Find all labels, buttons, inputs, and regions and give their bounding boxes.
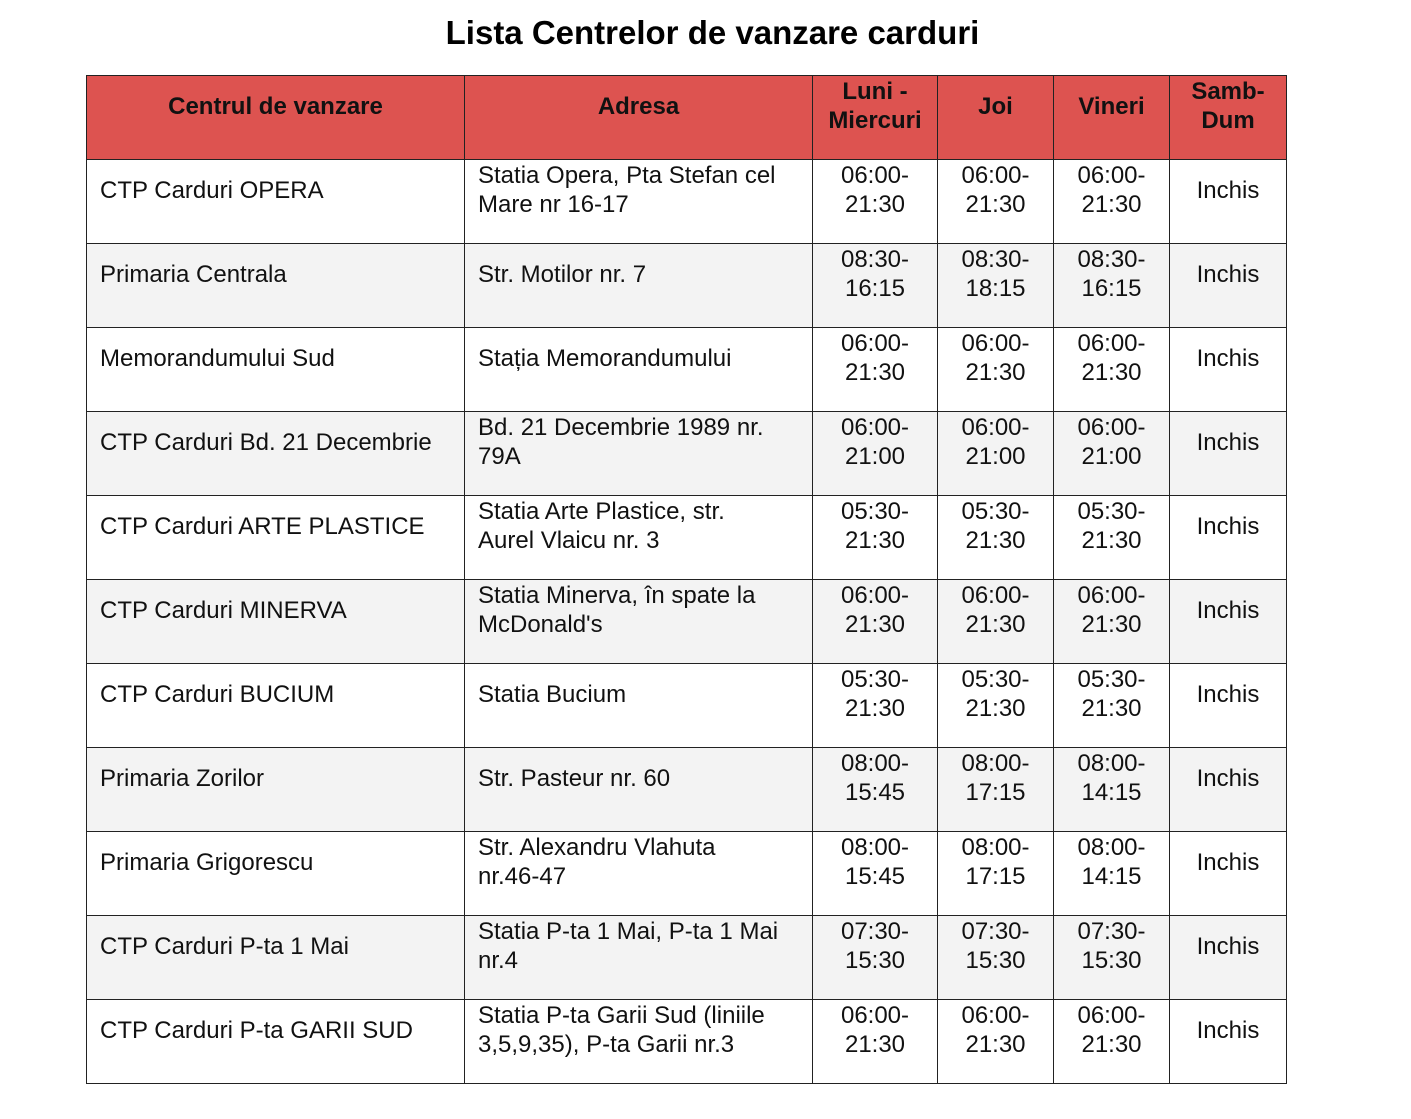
cell-address <box>465 328 813 412</box>
hours-line: 06:00- <box>1077 330 1146 357</box>
address-line: nr.46-47 <box>478 863 567 890</box>
cell-mon-wed-hours <box>813 1000 938 1084</box>
cell-mon-wed-hours <box>813 748 938 832</box>
header-friday-label: Vineri <box>1078 93 1145 120</box>
hours-line: 08:00- <box>1077 750 1146 777</box>
hours-text <box>938 748 1053 807</box>
hours-line: 21:30 <box>844 1031 906 1058</box>
hours-line: 21:00 <box>844 443 906 470</box>
sales-centers-table <box>86 75 1287 1084</box>
hours-line: 06:00- <box>961 330 1030 357</box>
hours-line: 16:15 <box>1081 275 1142 302</box>
table-row <box>87 412 1287 496</box>
cell-sat-sun-hours <box>1170 580 1287 664</box>
cell-mon-wed-hours <box>813 916 938 1000</box>
closed-status: Inchis <box>1196 513 1260 540</box>
hours-line: 07:30- <box>1077 918 1146 945</box>
cell-address <box>465 412 813 496</box>
address-line: Str. Alexandru Vlahuta <box>478 834 716 861</box>
hours-text <box>813 160 937 219</box>
cell-mon-wed-hours <box>813 412 938 496</box>
hours-text <box>938 832 1053 891</box>
cell-friday-hours <box>1054 664 1170 748</box>
hours-line: 06:00- <box>840 1002 910 1029</box>
header-mon-wed-label <box>813 76 937 135</box>
hours-line: 15:45 <box>844 863 906 890</box>
cell-mon-wed-hours <box>813 580 938 664</box>
hours-line: 07:30- <box>840 918 910 945</box>
address-line: Statia Opera, Pta Stefan cel <box>478 162 776 189</box>
hours-text <box>813 832 937 891</box>
hours-line: 06:00- <box>840 582 910 609</box>
hours-line: 06:00- <box>961 582 1030 609</box>
address-text <box>465 328 812 373</box>
header-sat-sun-label <box>1170 76 1286 135</box>
table-row <box>87 244 1287 328</box>
hours-text <box>813 328 937 387</box>
cell-address <box>465 748 813 832</box>
table-row <box>87 328 1287 412</box>
hours-line: 21:30 <box>1081 695 1142 722</box>
hours-line: 14:15 <box>1081 779 1142 806</box>
hours-line: 21:00 <box>1081 443 1142 470</box>
cell-sat-sun-hours <box>1170 496 1287 580</box>
header-sat-sun-line-1: Samb- <box>1191 78 1265 105</box>
hours-line: 21:30 <box>1081 191 1142 218</box>
hours-line: 15:45 <box>844 779 906 806</box>
hours-line: 21:30 <box>965 191 1026 218</box>
address-line: nr.4 <box>478 947 519 974</box>
hours-line: 08:30- <box>840 246 910 273</box>
cell-sales-center <box>87 916 465 1000</box>
cell-mon-wed-hours <box>813 664 938 748</box>
cell-sales-center <box>87 328 465 412</box>
address-line: Statia P-ta Garii Sud (liniile <box>478 1002 765 1029</box>
sales-center-name: CTP Carduri MINERVA <box>100 597 347 624</box>
hours-text <box>1054 496 1169 555</box>
cell-thursday-hours <box>938 664 1054 748</box>
hours-text <box>938 160 1053 219</box>
header-mon-wed <box>813 76 938 160</box>
cell-thursday-hours <box>938 244 1054 328</box>
closed-status: Inchis <box>1196 597 1260 624</box>
header-mon-wed-line-2: Miercuri <box>828 107 922 134</box>
closed-status: Inchis <box>1196 429 1260 456</box>
address-line: Statia P-ta 1 Mai, P-ta 1 Mai <box>478 918 779 945</box>
address-line: McDonald's <box>478 611 603 638</box>
address-line: Str. Motilor nr. 7 <box>478 261 647 288</box>
header-sat-sun <box>1170 76 1287 160</box>
address-text <box>465 664 812 709</box>
sales-center-name: CTP Carduri P-ta GARII SUD <box>100 1017 413 1044</box>
hours-line: 08:00- <box>840 750 910 777</box>
hours-line: 05:30- <box>1077 666 1146 693</box>
hours-line: 21:30 <box>965 527 1026 554</box>
hours-line: 06:00- <box>1077 162 1146 189</box>
address-line: Str. Pasteur nr. 60 <box>478 765 671 792</box>
address-line: Bd. 21 Decembrie 1989 nr. <box>478 414 764 441</box>
address-text <box>465 832 812 891</box>
cell-mon-wed-hours <box>813 328 938 412</box>
cell-address <box>465 916 813 1000</box>
closed-status: Inchis <box>1196 1017 1260 1044</box>
hours-line: 15:30 <box>1081 947 1142 974</box>
table-row <box>87 664 1287 748</box>
cell-sat-sun-hours <box>1170 748 1287 832</box>
cell-sales-center <box>87 1000 465 1084</box>
hours-text <box>1054 160 1169 219</box>
cell-thursday-hours <box>938 748 1054 832</box>
hours-line: 21:30 <box>844 527 906 554</box>
hours-line: 21:30 <box>844 695 906 722</box>
hours-text <box>813 748 937 807</box>
cell-thursday-hours <box>938 412 1054 496</box>
closed-status: Inchis <box>1196 345 1260 372</box>
closed-status: Inchis <box>1196 681 1260 708</box>
closed-status: Inchis <box>1196 765 1260 792</box>
cell-address <box>465 160 813 244</box>
hours-text <box>1054 748 1169 807</box>
hours-text <box>1054 328 1169 387</box>
closed-status: Inchis <box>1196 177 1260 204</box>
hours-text <box>813 580 937 639</box>
hours-text <box>938 664 1053 723</box>
cell-friday-hours <box>1054 580 1170 664</box>
cell-sat-sun-hours <box>1170 244 1287 328</box>
cell-sat-sun-hours <box>1170 412 1287 496</box>
hours-line: 08:30- <box>961 246 1030 273</box>
cell-sales-center <box>87 160 465 244</box>
hours-line: 21:00 <box>965 443 1026 470</box>
hours-line: 06:00- <box>1077 1002 1146 1029</box>
hours-line: 21:30 <box>844 359 906 386</box>
hours-text <box>938 328 1053 387</box>
hours-line: 05:30- <box>840 666 910 693</box>
cell-sat-sun-hours <box>1170 916 1287 1000</box>
hours-line: 21:30 <box>1081 527 1142 554</box>
hours-line: 18:15 <box>965 275 1026 302</box>
hours-text <box>813 664 937 723</box>
address-line: 3,5,9,35), P-ta Garii nr.3 <box>478 1031 735 1058</box>
closed-status: Inchis <box>1196 261 1260 288</box>
hours-line: 06:00- <box>961 162 1030 189</box>
hours-text <box>1054 832 1169 891</box>
hours-line: 07:30- <box>961 918 1030 945</box>
cell-thursday-hours <box>938 1000 1054 1084</box>
sales-center-name: Memorandumului Sud <box>100 345 335 372</box>
closed-status: Inchis <box>1196 933 1260 960</box>
address-text <box>465 496 812 555</box>
hours-line: 06:00- <box>840 330 910 357</box>
hours-line: 21:30 <box>965 611 1026 638</box>
cell-friday-hours <box>1054 916 1170 1000</box>
cell-friday-hours <box>1054 1000 1170 1084</box>
cell-sat-sun-hours <box>1170 832 1287 916</box>
sales-center-name: CTP Carduri ARTE PLASTICE <box>100 513 425 540</box>
hours-line: 05:30- <box>1077 498 1146 525</box>
hours-text <box>938 412 1053 471</box>
cell-thursday-hours <box>938 496 1054 580</box>
cell-sat-sun-hours <box>1170 1000 1287 1084</box>
cell-address <box>465 244 813 328</box>
cell-sat-sun-hours <box>1170 328 1287 412</box>
cell-sales-center <box>87 748 465 832</box>
sales-center-name: Primaria Zorilor <box>100 765 265 792</box>
header-sales-center <box>87 76 465 160</box>
address-text <box>465 244 812 289</box>
sales-center-name: CTP Carduri OPERA <box>100 177 324 204</box>
hours-line: 14:15 <box>1081 863 1142 890</box>
hours-line: 15:30 <box>965 947 1026 974</box>
hours-line: 21:30 <box>844 191 906 218</box>
header-thursday-label: Joi <box>978 93 1013 120</box>
hours-line: 21:30 <box>965 1031 1026 1058</box>
sales-center-name: CTP Carduri Bd. 21 Decembrie <box>100 429 432 456</box>
hours-line: 08:30- <box>1077 246 1146 273</box>
hours-line: 06:00- <box>840 162 910 189</box>
table-row <box>87 160 1287 244</box>
table-row <box>87 496 1287 580</box>
cell-address <box>465 832 813 916</box>
hours-text <box>1054 1000 1169 1059</box>
address-text <box>465 412 812 471</box>
hours-line: 21:30 <box>1081 611 1142 638</box>
hours-line: 17:15 <box>965 779 1026 806</box>
table-row <box>87 1000 1287 1084</box>
address-line: Aurel Vlaicu nr. 3 <box>478 527 660 554</box>
hours-text <box>813 916 937 975</box>
cell-thursday-hours <box>938 328 1054 412</box>
cell-mon-wed-hours <box>813 244 938 328</box>
cell-mon-wed-hours <box>813 160 938 244</box>
cell-sales-center <box>87 580 465 664</box>
hours-line: 06:00- <box>840 414 910 441</box>
hours-line: 08:00- <box>1077 834 1146 861</box>
hours-text <box>1054 916 1169 975</box>
address-line: Mare nr 16-17 <box>478 191 629 218</box>
address-text <box>465 580 812 639</box>
cell-thursday-hours <box>938 160 1054 244</box>
table-body <box>87 160 1287 1084</box>
address-line: 79A <box>478 443 521 470</box>
header-address <box>465 76 813 160</box>
table-row <box>87 748 1287 832</box>
address-text <box>465 1000 812 1059</box>
cell-friday-hours <box>1054 496 1170 580</box>
cell-mon-wed-hours <box>813 832 938 916</box>
cell-friday-hours <box>1054 328 1170 412</box>
hours-text <box>938 244 1053 303</box>
hours-line: 06:00- <box>961 1002 1030 1029</box>
address-text <box>465 748 812 793</box>
hours-line: 05:30- <box>961 666 1030 693</box>
hours-line: 06:00- <box>961 414 1030 441</box>
hours-text <box>813 244 937 303</box>
hours-text <box>938 1000 1053 1059</box>
sales-center-name: CTP Carduri P-ta 1 Mai <box>100 933 349 960</box>
header-friday <box>1054 76 1170 160</box>
cell-sat-sun-hours <box>1170 664 1287 748</box>
cell-sales-center <box>87 244 465 328</box>
page-title: Lista Centrelor de vanzare carduri <box>445 14 980 51</box>
address-line: Statia Bucium <box>478 681 627 708</box>
cell-thursday-hours <box>938 832 1054 916</box>
cell-sat-sun-hours <box>1170 160 1287 244</box>
hours-text <box>813 412 937 471</box>
hours-line: 08:00- <box>840 834 910 861</box>
cell-thursday-hours <box>938 916 1054 1000</box>
cell-address <box>465 1000 813 1084</box>
cell-address <box>465 496 813 580</box>
sales-center-name: Primaria Centrala <box>100 261 287 288</box>
hours-text <box>813 1000 937 1059</box>
cell-friday-hours <box>1054 748 1170 832</box>
address-line: Statia Arte Plastice, str. <box>478 498 725 525</box>
header-thursday <box>938 76 1054 160</box>
closed-status: Inchis <box>1196 849 1260 876</box>
cell-sales-center <box>87 496 465 580</box>
hours-text <box>1054 412 1169 471</box>
hours-line: 08:00- <box>961 834 1030 861</box>
sales-center-name: CTP Carduri BUCIUM <box>100 681 335 708</box>
cell-friday-hours <box>1054 832 1170 916</box>
hours-line: 21:30 <box>1081 359 1142 386</box>
hours-text <box>938 580 1053 639</box>
hours-line: 21:30 <box>1081 1031 1142 1058</box>
cell-address <box>465 664 813 748</box>
address-text <box>465 916 812 975</box>
cell-address <box>465 580 813 664</box>
cell-sales-center <box>87 832 465 916</box>
hours-line: 15:30 <box>844 947 906 974</box>
header-mon-wed-line-1: Luni - <box>842 78 908 105</box>
hours-line: 21:30 <box>844 611 906 638</box>
address-text <box>465 160 812 219</box>
table-row <box>87 916 1287 1000</box>
hours-text <box>1054 664 1169 723</box>
hours-line: 17:15 <box>965 863 1026 890</box>
hours-text <box>813 496 937 555</box>
sales-center-name: Primaria Grigorescu <box>100 849 314 876</box>
cell-sales-center <box>87 412 465 496</box>
hours-text <box>1054 244 1169 303</box>
cell-friday-hours <box>1054 244 1170 328</box>
hours-line: 06:00- <box>1077 582 1146 609</box>
table-header-row <box>87 76 1287 160</box>
address-line: Statia Minerva, în spate la <box>478 582 756 609</box>
hours-line: 06:00- <box>1077 414 1146 441</box>
hours-text <box>938 496 1053 555</box>
hours-line: 05:30- <box>840 498 910 525</box>
hours-text <box>1054 580 1169 639</box>
hours-line: 21:30 <box>965 359 1026 386</box>
cell-thursday-hours <box>938 580 1054 664</box>
header-address-label: Adresa <box>597 93 680 120</box>
header-sat-sun-line-2: Dum <box>1201 107 1255 134</box>
hours-text <box>938 916 1053 975</box>
hours-line: 16:15 <box>844 275 906 302</box>
hours-line: 21:30 <box>965 695 1026 722</box>
cell-friday-hours <box>1054 412 1170 496</box>
hours-line: 05:30- <box>961 498 1030 525</box>
hours-line: 08:00- <box>961 750 1030 777</box>
address-line: Stația Memorandumului <box>478 345 732 372</box>
table-row <box>87 832 1287 916</box>
cell-sales-center <box>87 664 465 748</box>
cell-friday-hours <box>1054 160 1170 244</box>
cell-mon-wed-hours <box>813 496 938 580</box>
table-row <box>87 580 1287 664</box>
header-sales-center-label: Centrul de vanzare <box>168 93 383 120</box>
